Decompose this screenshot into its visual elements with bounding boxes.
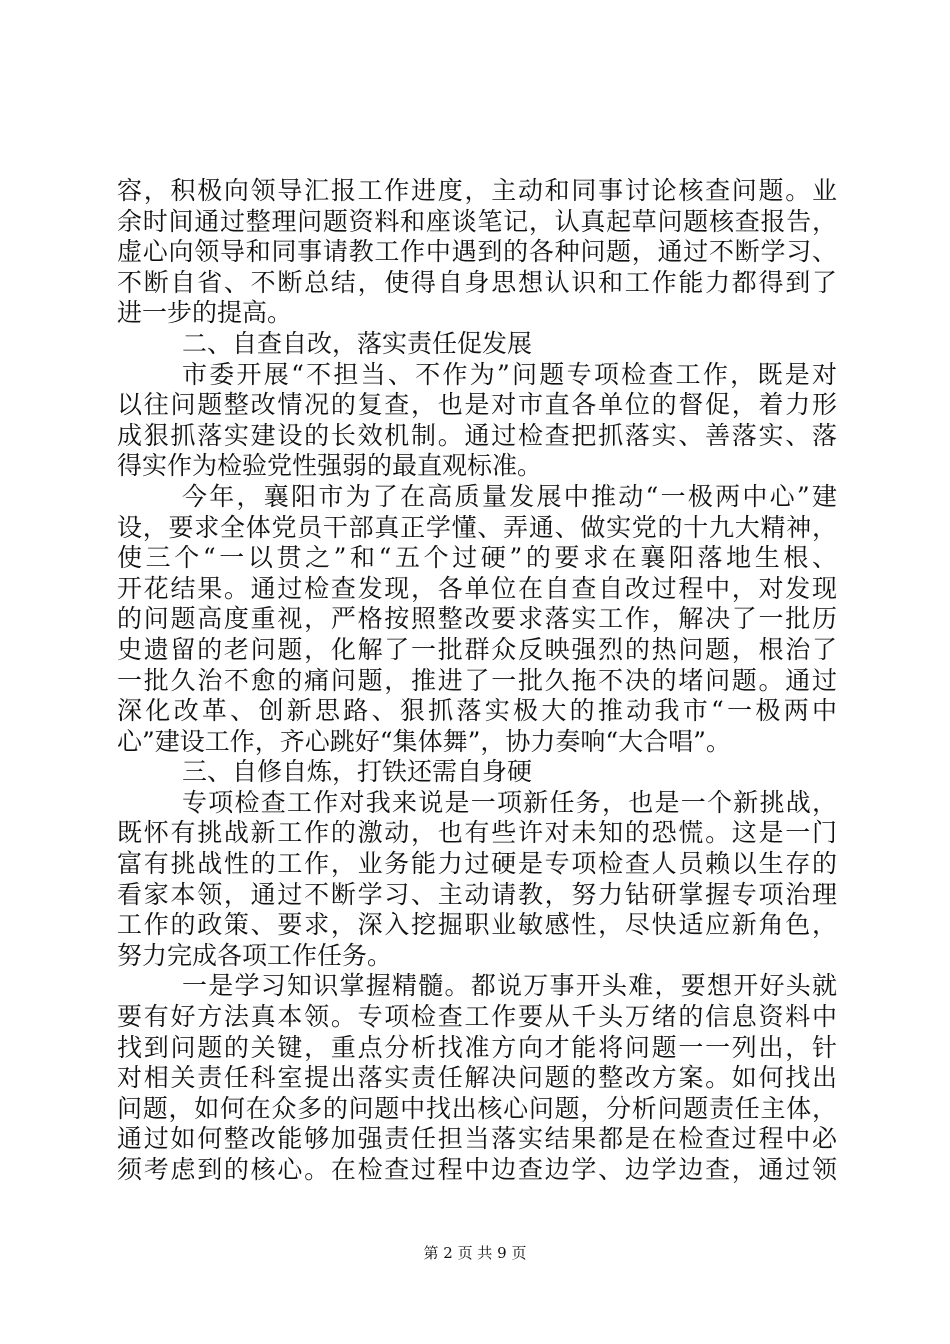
text-line: 设，要求全体党员干部真正学懂、弄通、做实党的十九大精神， — [117, 512, 837, 542]
text-line: 富有挑战性的工作，业务能力过硬是专项检查人员赖以生存的 — [117, 849, 837, 879]
paragraph-first-line: 三、自修自炼，打铁还需自身硬 — [182, 757, 533, 787]
text-line: 虚心向领导和同事请教工作中遇到的各种问题，通过不断学习、 — [117, 237, 837, 267]
text-line: 使三个“一以贯之”和“五个过硬”的要求在襄阳落地生根、 — [117, 543, 837, 573]
document-body — [117, 176, 837, 1186]
text-line: 须考虑到的核心。在检查过程中边查边学、边学边查，通过领 — [117, 1155, 837, 1184]
text-line: 要有好方法真本领。专项检查工作要从千头万绪的信息资料中 — [117, 1002, 837, 1032]
paragraph-first-line: 专项检查工作对我来说是一项新任务，也是一个新挑战， — [182, 787, 837, 817]
paragraph-first-line: 市委开展“不担当、不作为”问题专项检查工作，既是对 — [182, 359, 837, 389]
text-line: 的问题高度重视，严格按照整改要求落实工作，解决了一批历 — [117, 604, 837, 634]
paragraph-first-line: 一是学习知识掌握精髓。都说万事开头难，要想开好头就 — [182, 971, 837, 1001]
text-line: 成狠抓落实建设的长效机制。通过检查把抓落实、善落实、落 — [117, 420, 837, 450]
text-line: 心”建设工作，齐心跳好“集体舞”，协力奏响“大合唱”。 — [117, 726, 731, 756]
paragraph-first-line: 今年，襄阳市为了在高质量发展中推动“一极两中心”建 — [182, 481, 837, 511]
text-line: 以往问题整改情况的复查，也是对市直各单位的督促，着力形 — [117, 390, 837, 420]
text-line: 找到问题的关键，重点分析找准方向才能将问题一一列出，针 — [117, 1032, 837, 1062]
page-footer: 第 2 页 共 9 页 — [423, 1244, 527, 1262]
text-line: 对相关责任科室提出落实责任解决问题的整改方案。如何找出 — [117, 1063, 837, 1093]
text-line: 得实作为检验党性强弱的最直观标准。 — [117, 451, 543, 481]
text-line: 通过如何整改能够加强责任担当落实结果都是在检查过程中必 — [117, 1124, 837, 1154]
text-line: 看家本领，通过不断学习、主动请教，努力钻研掌握专项治理 — [117, 879, 837, 909]
text-line: 不断自省、不断总结，使得自身思想认识和工作能力都得到了 — [117, 267, 837, 297]
text-line: 深化改革、创新思路、狠抓落实极大的推动我市“一极两中 — [117, 696, 837, 726]
text-line: 工作的政策、要求，深入挖掘职业敏感性，尽快适应新角色， — [117, 910, 837, 940]
text-line: 既怀有挑战新工作的激动，也有些许对未知的恐慌。这是一门 — [117, 818, 837, 848]
text-line: 史遗留的老问题，化解了一批群众反映强烈的热问题，根治了 — [117, 634, 837, 664]
text-line: 一批久治不愈的痛问题，推进了一批久拖不决的堵问题。通过 — [117, 665, 837, 695]
text-line: 努力完成各项工作任务。 — [117, 940, 393, 970]
text-line: 容，积极向领导汇报工作进度，主动和同事讨论核查问题。业 — [117, 176, 837, 205]
text-line: 进一步的提高。 — [117, 298, 293, 328]
text-line: 问题，如何在众多的问题中找出核心问题，分析问题责任主体， — [117, 1093, 837, 1123]
text-line: 余时间通过整理问题资料和座谈笔记，认真起草问题核查报告， — [117, 206, 837, 236]
text-line: 开花结果。通过检查发现，各单位在自查自改过程中，对发现 — [117, 573, 837, 603]
paragraph-first-line: 二、自查自改，落实责任促发展 — [182, 328, 533, 358]
